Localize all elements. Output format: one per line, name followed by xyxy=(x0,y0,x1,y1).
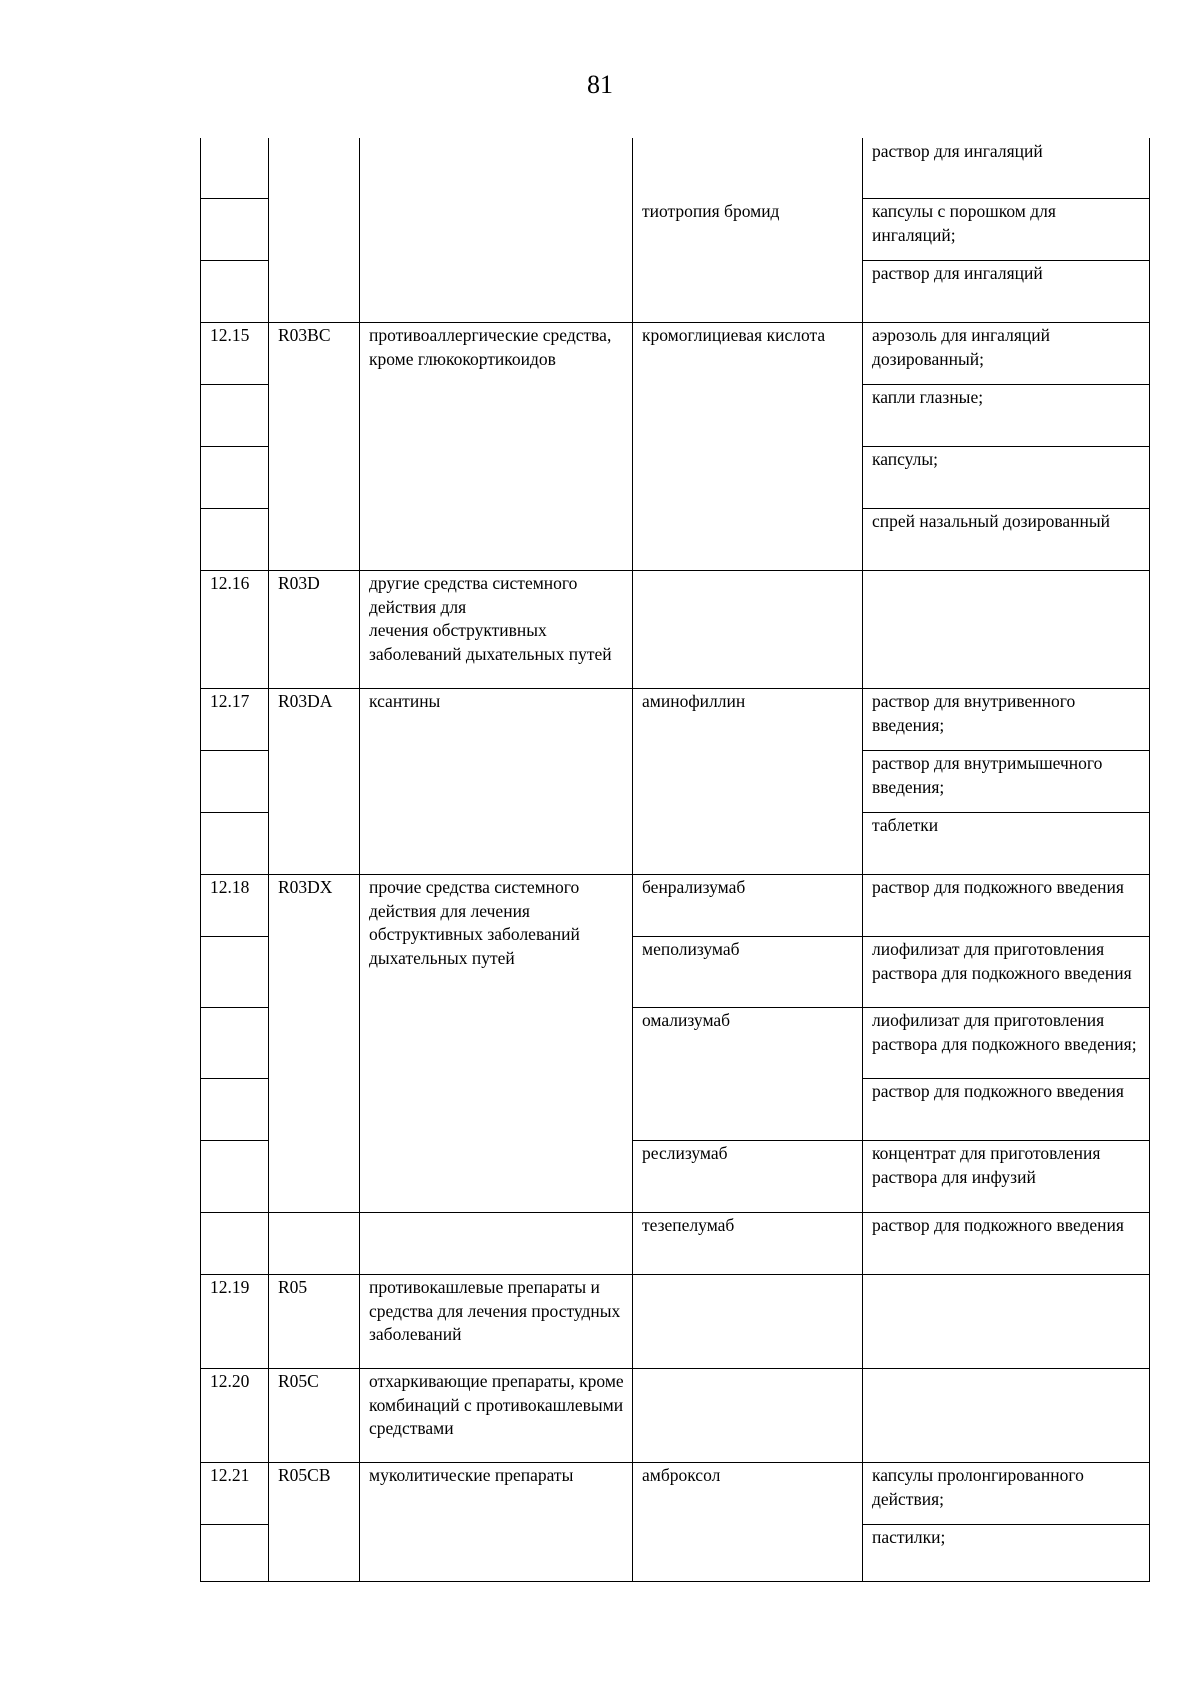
cell-substance: тиотропия бромид xyxy=(642,201,780,221)
table-column-rule xyxy=(632,138,633,1581)
cell-atc-code: R03BC xyxy=(278,325,331,345)
table-row-rule xyxy=(200,384,269,385)
table-row-rule xyxy=(200,936,269,937)
cell-number: 12.15 xyxy=(210,325,250,345)
table-row-rule xyxy=(862,446,1150,447)
table-row-rule xyxy=(200,1524,269,1525)
table-row-rule xyxy=(862,384,1150,385)
cell-dosage-form: капсулы пролонгированного действия; xyxy=(872,1465,1084,1509)
cell-dosage-form: раствор для внутримышечного введения; xyxy=(872,753,1103,797)
cell-atc-code: R05C xyxy=(278,1371,319,1391)
cell-number: 12.18 xyxy=(210,877,250,897)
cell-dosage-form: раствор для внутривенного введения; xyxy=(872,691,1076,735)
table-row-rule xyxy=(862,1078,1150,1079)
table-column-rule xyxy=(268,138,269,1581)
table-row-rule xyxy=(200,812,269,813)
cell-dosage-form: раствор для подкожного введения xyxy=(872,1215,1124,1235)
cell-dosage-form: аэрозоль для ингаляций дозированный; xyxy=(872,325,1050,369)
table-row-rule xyxy=(200,874,1150,875)
cell-dosage-form: пастилки; xyxy=(872,1527,946,1547)
cell-substance: омализумаб xyxy=(642,1010,731,1030)
cell-group: противоаллергические средства, кроме глюкокортикоидов xyxy=(369,325,612,369)
cell-dosage-form: лиофилизат для приготовления раствора для подкожного введения; xyxy=(872,1010,1137,1054)
cell-dosage-form: капли глазные; xyxy=(872,387,984,407)
table-row-rule xyxy=(200,1368,1150,1369)
table-row-rule xyxy=(862,750,1150,751)
table-column-rule xyxy=(200,138,201,1581)
table-row-rule xyxy=(200,1274,1150,1275)
cell-substance: амброксол xyxy=(642,1465,721,1485)
table-row-rule xyxy=(862,260,1150,261)
cell-substance: бенрализумаб xyxy=(642,877,746,897)
table-row-rule xyxy=(632,1140,1150,1141)
table-row-rule xyxy=(200,1007,269,1008)
table-row-rule xyxy=(632,1007,1150,1008)
cell-number: 12.17 xyxy=(210,691,250,711)
cell-substance: кромоглициевая кислота xyxy=(642,325,826,345)
cell-substance: меполизумаб xyxy=(642,939,740,959)
cell-dosage-form: капсулы с порошком для ингаляций; xyxy=(872,201,1056,245)
table-row-rule xyxy=(200,688,1150,689)
table-row-rule xyxy=(200,1462,1150,1463)
cell-substance: аминофиллин xyxy=(642,691,746,711)
table-row-rule xyxy=(200,1078,269,1079)
drug-table xyxy=(200,138,1149,1581)
cell-dosage-form: раствор для подкожного введения xyxy=(872,877,1124,897)
cell-dosage-form: капсулы; xyxy=(872,449,939,469)
cell-dosage-form: раствор для ингаляций xyxy=(872,263,1043,283)
table-row-rule xyxy=(862,1524,1150,1525)
cell-atc-code: R05CB xyxy=(278,1465,331,1485)
cell-atc-code: R03DA xyxy=(278,691,333,711)
table-row-rule xyxy=(200,260,269,261)
cell-substance: тезепелумаб xyxy=(642,1215,735,1235)
table-row-rule xyxy=(200,1140,269,1141)
table-column-rule xyxy=(359,138,360,1581)
cell-dosage-form: раствор для ингаляций xyxy=(872,141,1043,161)
cell-dosage-form: спрей назальный дозированный xyxy=(872,511,1111,531)
table-row-rule xyxy=(200,446,269,447)
cell-dosage-form: концентрат для приготовления раствора для инфузий xyxy=(872,1143,1101,1187)
cell-group: муколитические препараты xyxy=(369,1465,574,1485)
table-row-rule xyxy=(200,508,269,509)
table-row-rule xyxy=(200,1581,1150,1582)
page-number: 81 xyxy=(587,70,613,99)
table-row-rule xyxy=(200,750,269,751)
cell-atc-code: R05 xyxy=(278,1277,308,1297)
table-row-rule xyxy=(200,570,1150,571)
table-row-rule xyxy=(200,322,1150,323)
cell-group: прочие средства системного действия для лечения обструктивных заболеваний дыхательных путей xyxy=(369,877,580,968)
cell-number: 12.21 xyxy=(210,1465,250,1485)
cell-group: другие средства системного действия для лечения обструктивных заболеваний дыхательных путей xyxy=(369,573,612,664)
cell-atc-code: R03D xyxy=(278,573,320,593)
cell-group: отхаркивающие препараты, кроме комбинаций с противокашлевыми средствами xyxy=(369,1371,624,1438)
cell-dosage-form: лиофилизат для приготовления раствора для подкожного введения xyxy=(872,939,1132,983)
cell-number: 12.19 xyxy=(210,1277,250,1297)
table-column-rule xyxy=(862,138,863,1581)
table-row-rule xyxy=(200,198,269,199)
table-row-rule xyxy=(862,508,1150,509)
cell-atc-code: R03DX xyxy=(278,877,333,897)
cell-substance: реслизумаб xyxy=(642,1143,728,1163)
cell-group: противокашлевые препараты и средства для лечения простудных заболеваний xyxy=(369,1277,621,1344)
cell-dosage-form: таблетки xyxy=(872,815,939,835)
cell-dosage-form: раствор для подкожного введения xyxy=(872,1081,1124,1101)
table-row-rule xyxy=(862,812,1150,813)
cell-group: ксантины xyxy=(369,691,441,711)
table-column-rule xyxy=(1149,138,1150,1581)
table-row-rule xyxy=(862,198,1150,199)
cell-number: 12.20 xyxy=(210,1371,250,1391)
table-row-rule xyxy=(200,1212,1150,1213)
cell-number: 12.16 xyxy=(210,573,250,593)
table-row-rule xyxy=(632,936,1150,937)
